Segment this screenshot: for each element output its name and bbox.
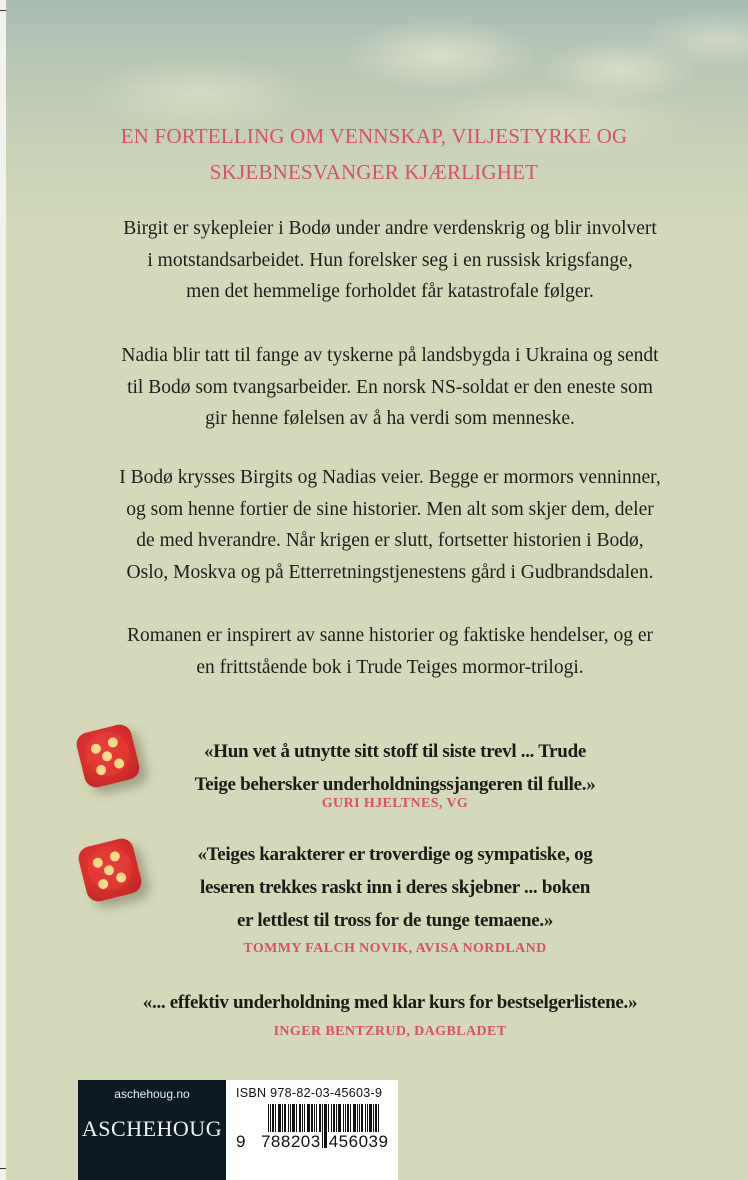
synopsis-paragraph-nadia (60, 340, 720, 435)
text-line: til Bodø som tvangsarbeider. En norsk NS-soldat er den eneste som (127, 376, 653, 398)
tagline-line: SKJEBNESVANGER KJÆRLIGHET (209, 160, 539, 184)
tagline-line: EN FORTELLING OM VENNSKAP, VILJESTYRKE OG (120, 124, 628, 148)
crop-mark (0, 10, 6, 11)
text-line: i motstandsarbeidet. Hun forelsker seg i en russisk krigsfange, (147, 249, 633, 271)
quote-line: «... effektiv underholdning med klar kurs for bestselgerlistene.» (142, 992, 638, 1013)
dice-five-icon (76, 836, 144, 904)
text-line: I Bodø krysses Birgits og Nadias veier. Begge er mormors venninner, (119, 467, 661, 488)
text-line: men det hemmelige forholdet får katastrofale følger. (186, 281, 594, 302)
text-line: Romanen er inspirert av sanne historier og faktiske hendelser, og er (126, 625, 654, 646)
quote-line: «Hun vet å utnytte sitt stoff til siste trevl ... Trude (204, 741, 586, 762)
review-attribution-1: GURI HJELTNES, VG (321, 796, 469, 811)
isbn-label: ISBN 978-82-03-45603-9 (236, 1086, 383, 1100)
publisher-logo: ASCHEHOUG (81, 1116, 223, 1141)
review-attribution-2: TOMMY FALCH NOVIK, AVISA NORDLAND (243, 941, 547, 956)
synopsis-paragraph-birgit (60, 213, 720, 308)
quote-line: Teige behersker underholdningssjangeren til fulle.» (194, 774, 596, 795)
quote-line: er lettlest til tross for de tunge temaene.» (236, 910, 554, 931)
review-attribution-3: INGER BENTZRUD, DAGBLADET (273, 1024, 507, 1039)
text-line: de med hverandre. Når krigen er slutt, fortsetter historien i Bodø, (136, 530, 644, 551)
barcode-digit-group: 788203 (260, 1132, 321, 1151)
barcode-digits (236, 1132, 389, 1152)
text-line: gir henne følelsen av å ha verdi som menneske. (205, 408, 575, 429)
publisher-url: aschehoug.no (114, 1087, 190, 1101)
text-line: en frittstående bok i Trude Teiges mormor-trilogi. (196, 656, 584, 678)
crop-mark (0, 1168, 6, 1169)
text-line: Oslo, Moskva og på Etterretningstjenestens gård i Gudbrandsdalen. (126, 561, 654, 583)
dice-five-icon (74, 722, 142, 790)
quote-line: leseren trekkes raskt inn i deres skjebner ... boken (200, 877, 590, 898)
quote-line: «Teiges karakterer er troverdige og sympatiske, og (197, 844, 593, 865)
text-line: Birgit er sykepleier i Bodø under andre verdenskrig og blir involvert (123, 218, 657, 239)
synopsis-paragraph-inspiration (60, 620, 720, 683)
text-line: Nadia blir tatt til fange av tyskerne på landsbygda i Ukraina og sendt (121, 345, 659, 366)
tagline-heading (0, 118, 748, 190)
isbn-block (226, 1080, 398, 1180)
review-quote-1 (145, 735, 645, 801)
synopsis-paragraph-bodo (60, 462, 720, 588)
review-quote-3 (60, 986, 720, 1019)
barcode-digit-group: 456039 (328, 1132, 389, 1151)
review-quote-2 (145, 838, 645, 937)
text-line: og som henne fortier de sine historier. Men alt som skjer dem, deler (126, 498, 654, 520)
publisher-block (78, 1080, 226, 1180)
barcode-lead-digit: 9 (236, 1132, 246, 1151)
